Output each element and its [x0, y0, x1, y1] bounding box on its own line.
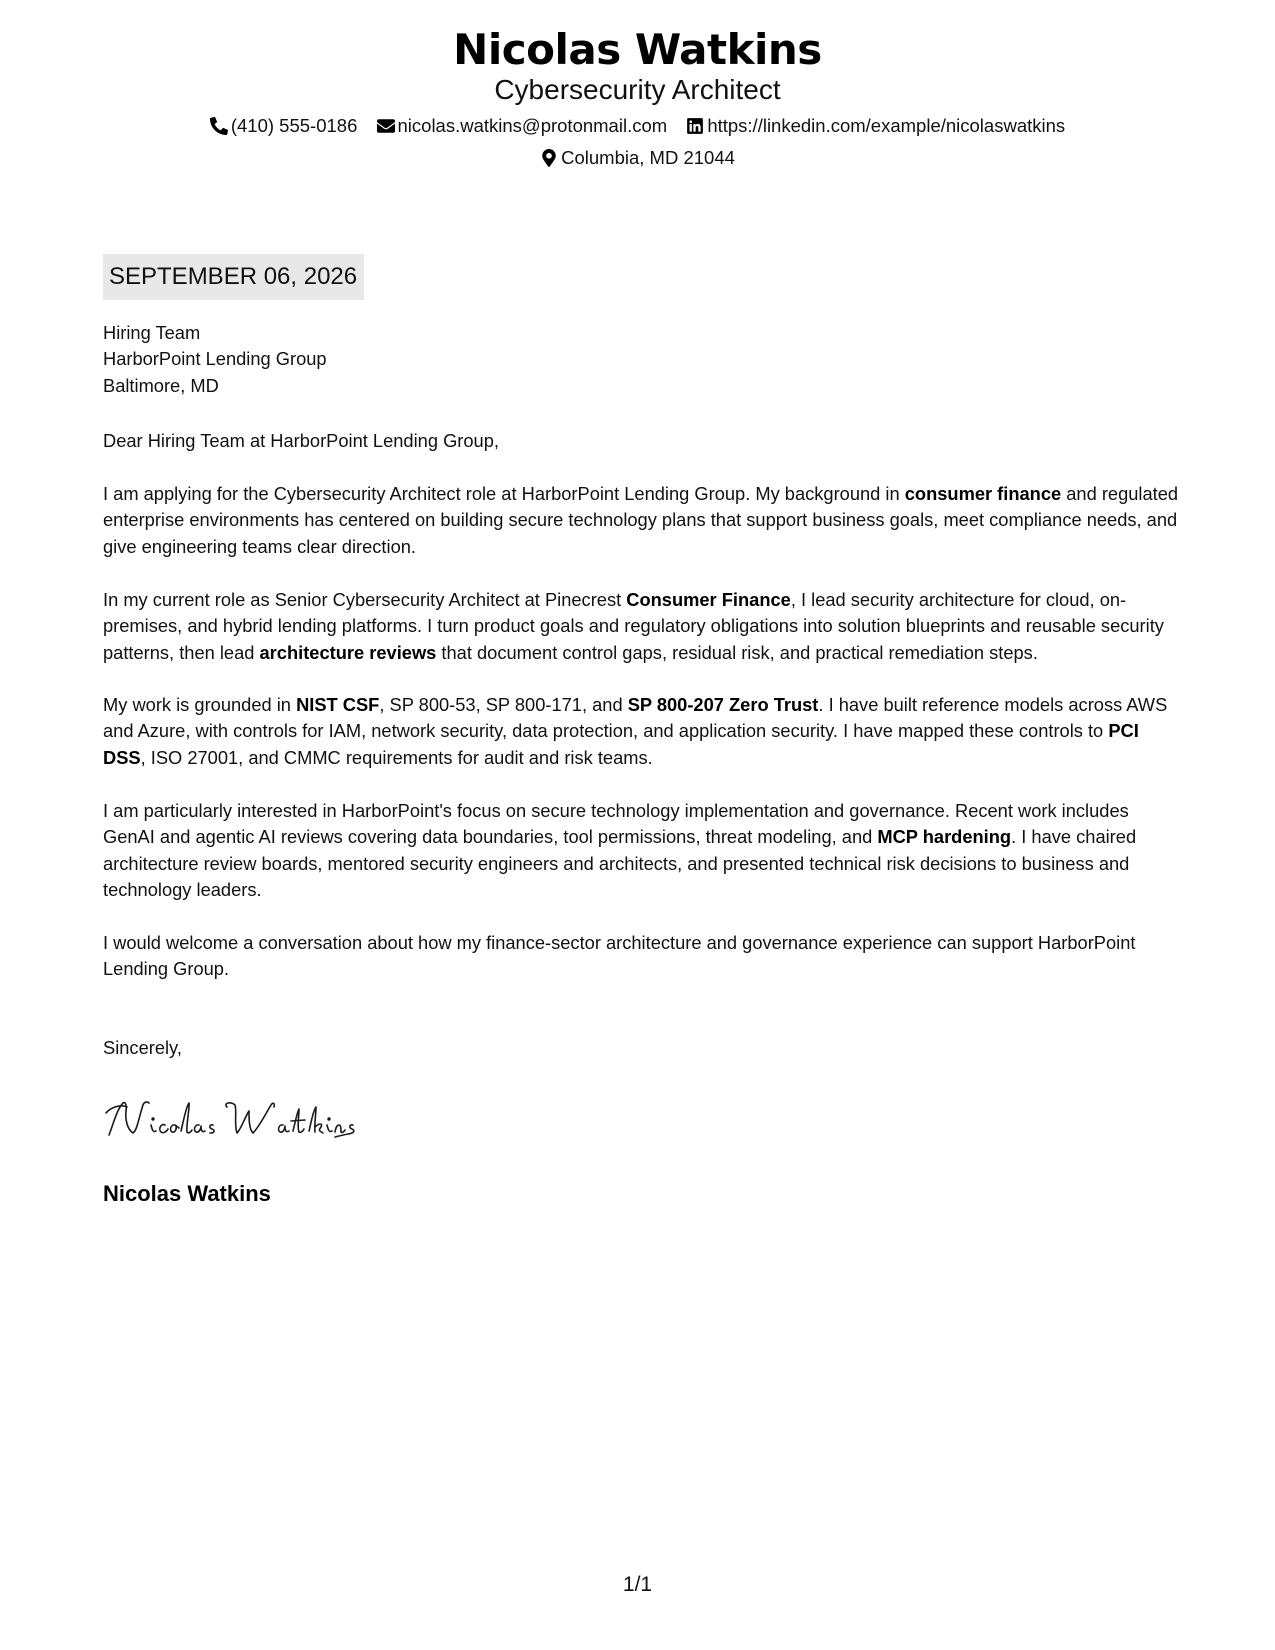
text-run: that document control gaps, residual risk, and practical remediation steps. — [436, 641, 1038, 663]
linkedin-link[interactable]: https://linkedin.com/example/nicolaswatkins — [707, 115, 1066, 136]
emphasis-text: MCP hardening — [877, 826, 1012, 848]
recipient-line: Baltimore, MD — [103, 374, 219, 396]
text-run: In my current role as Senior Cybersecurity Architect at Pinecrest — [103, 589, 627, 610]
emphasis-text: consumer finance — [904, 483, 1062, 504]
letter-date: SEPTEMBER 06, 2026 — [103, 254, 364, 300]
paragraph-intro — [103, 481, 1183, 560]
page-number: 1/1 — [622, 1573, 653, 1596]
paragraph-current-role — [103, 587, 1183, 666]
sender-name: Nicolas Watkins — [453, 25, 822, 74]
phone-icon — [210, 117, 228, 135]
location-text: Columbia, MD 21044 — [561, 147, 735, 168]
contact-phone — [210, 114, 358, 138]
contact-row-location — [0, 146, 1275, 170]
recipient-line: HarborPoint Lending Group — [103, 348, 327, 370]
text-run: and regulated enterprise environments has centered on building secure technology plans that support business goals, meet compliance needs, and give engineering teams clear direction. — [103, 483, 1179, 557]
contact-linkedin[interactable] — [686, 114, 1065, 138]
closing-phrase: Sincerely, — [103, 1037, 182, 1058]
paragraph-frameworks — [103, 692, 1183, 771]
contact-email[interactable] — [377, 114, 668, 138]
paragraph-closing: I would welcome a conversation about how my finance-sector architecture and governance experience can support HarborPoint Lending Group. — [103, 932, 1136, 980]
email-link[interactable]: nicolas.watkins@protonmail.com — [397, 115, 668, 136]
envelope-icon — [377, 117, 395, 135]
paragraph-interest — [103, 798, 1183, 903]
linkedin-icon — [686, 117, 704, 135]
text-run: I am applying for the Cybersecurity Architect role at HarborPoint Lending Group. My background in — [103, 483, 905, 504]
text-run: , I lead security architecture for cloud, on-premises, and hybrid lending platforms. I turn product goals and regulatory obligations into solution blueprints and reusable security patterns, then lead — [103, 589, 1164, 663]
text-run: My work is grounded in — [103, 694, 297, 715]
emphasis-text: architecture reviews — [259, 641, 437, 663]
recipient-block — [103, 320, 1183, 399]
emphasis-text: PCI DSS — [103, 720, 1139, 768]
text-run: I am particularly interested in HarborPoint's focus on secure technology implementation and governance. Recent work includes GenAI and agentic AI reviews covering data boundaries, tool permissions, threat modeling, and — [103, 800, 1129, 848]
emphasis-text: NIST CSF — [296, 694, 380, 715]
text-run: , ISO 27001, and CMMC requirements for audit and risk teams. — [140, 746, 653, 768]
contact-location — [540, 146, 735, 170]
text-run: . I have built reference models across AWS and Azure, with controls for IAM, network security, data protection, and application security. I have mapped these controls to — [103, 694, 1168, 742]
signer-name: Nicolas Watkins — [103, 1181, 271, 1206]
emphasis-text: Consumer Finance — [626, 589, 791, 610]
text-run: . I have chaired architecture review boards, mentored security engineers and architects, and presented technical risk decisions to business and technology leaders. — [103, 826, 1137, 900]
sender-title: Cybersecurity Architect — [494, 74, 781, 105]
recipient-line: Hiring Team — [103, 322, 201, 343]
text-run: , SP 800-53, SP 800-171, and — [379, 694, 628, 715]
map-marker-icon — [540, 149, 558, 167]
letter-header — [0, 24, 1275, 170]
handwritten-signature — [103, 1095, 363, 1143]
phone-text: (410) 555-0186 — [230, 115, 358, 136]
contact-row — [0, 114, 1275, 138]
emphasis-text: SP 800-207 Zero Trust — [627, 694, 819, 715]
salutation: Dear Hiring Team at HarborPoint Lending Group, — [103, 430, 499, 451]
